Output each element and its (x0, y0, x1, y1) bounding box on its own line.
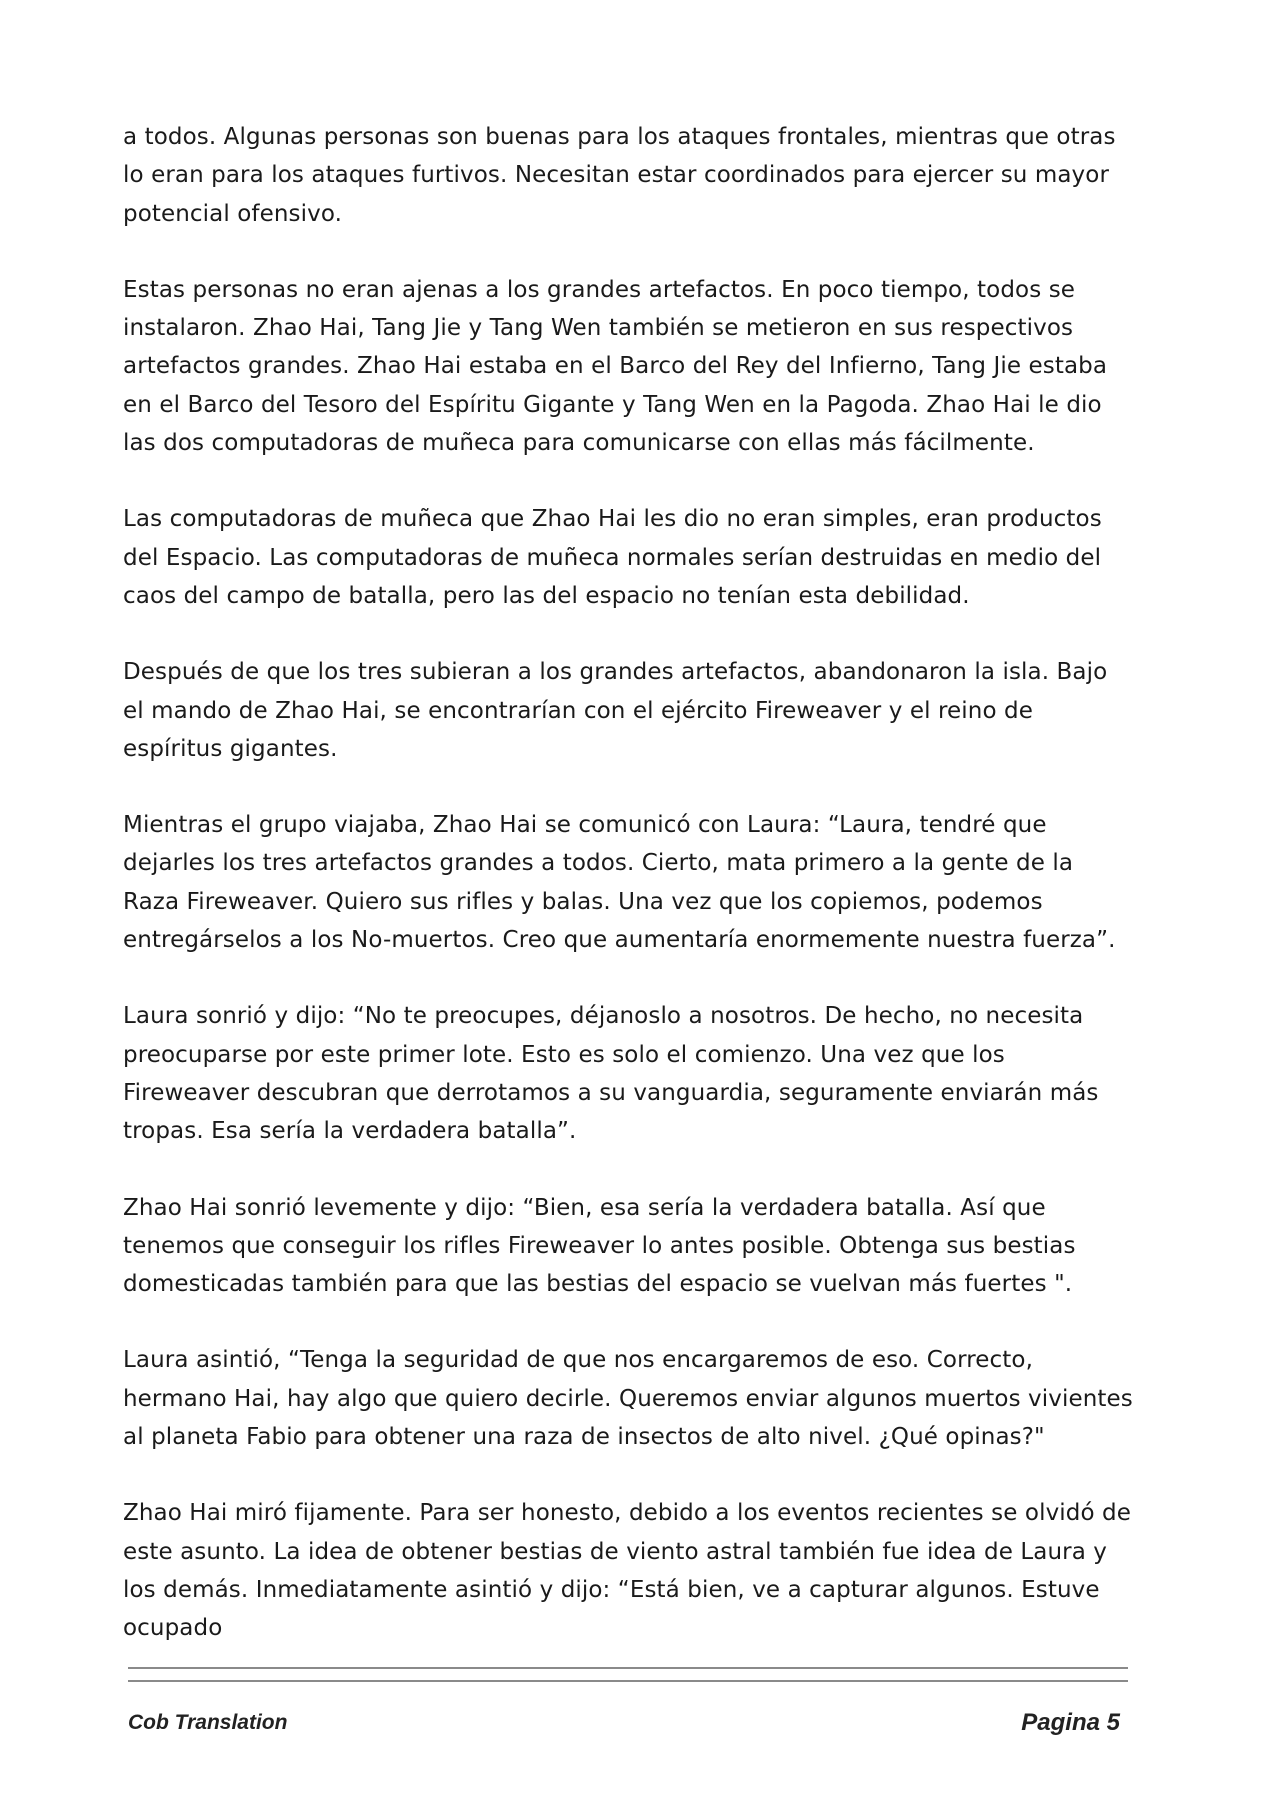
document-body (123, 118, 1133, 1686)
paragraph: Zhao Hai sonrió levemente y dijo: “Bien, esa sería la verdadera batalla. Así que tenemos que conseguir los rifles Fireweaver lo antes posible. Obtenga sus bestias domesticadas también para que las bestias del espacio se vuelvan más fuertes ". (123, 1194, 1076, 1298)
footer-translator-name: Cob Translation (128, 1711, 288, 1734)
footer-page-number: Pagina 5 (1021, 1709, 1120, 1736)
paragraph: Laura sonrió y dijo: “No te preocupes, déjanoslo a nosotros. De hecho, no necesita preocuparse por este primer lote. Esto es solo el comienzo. Una vez que los Fireweaver descubran que derrotamos a su vanguardia, seguramente enviarán más tropas. Esa sería la verdadera batalla”. (123, 1003, 1099, 1145)
paragraph: Zhao Hai miró fijamente. Para ser honesto, debido a los eventos recientes se olvidó de este asunto. La idea de obtener bestias de viento astral también fue idea de Laura y los demás. Inmediatamente asintió y dijo: “Está bien, ve a capturar algunos. Estuve ocupado (123, 1500, 1132, 1642)
footer-divider-bottom (128, 1680, 1128, 1682)
footer-divider-top (128, 1667, 1128, 1669)
paragraph: a todos. Algunas personas son buenas para los ataques frontales, mientras que otras lo eran para los ataques furtivos. Necesitan estar coordinados para ejercer su mayor potencial ofensivo. (123, 124, 1116, 227)
paragraph: Las computadoras de muñeca que Zhao Hai les dio no eran simples, eran productos del Espacio. Las computadoras de muñeca normales serían destruidas en medio del caos del campo de batalla, pero las del espacio no tenían esta debilidad. (123, 506, 1102, 609)
paragraph: Estas personas no eran ajenas a los grandes artefactos. En poco tiempo, todos se instalaron. Zhao Hai, Tang Jie y Tang Wen también se metieron en sus respectivos artefactos grandes. Zhao Hai estaba en el Barco del Rey del Infierno, Tang Jie estaba en el Barco del Tesoro del Espíritu Gigante y Tang Wen en la Pagoda. Zhao Hai le dio las dos computadoras de muñeca para comunicarse con ellas más fácilmente. (123, 276, 1108, 457)
paragraph: Después de que los tres subieran a los grandes artefactos, abandonaron la isla. Bajo el mando de Zhao Hai, se encontrarían con el ejército Fireweaver y el reino de espíritus gigantes. (123, 659, 1108, 762)
paragraph: Laura asintió, “Tenga la seguridad de que nos encargaremos de eso. Correcto, hermano Hai, hay algo que quiero decirle. Queremos enviar algunos muertos vivientes al planeta Fabio para obtener una raza de insectos de alto nivel. ¿Qué opinas?" (123, 1347, 1133, 1451)
paragraph: Mientras el grupo viajaba, Zhao Hai se comunicó con Laura: “Laura, tendré que dejarles los tres artefactos grandes a todos. Cierto, mata primero a la gente de la Raza Fireweaver. Quiero sus rifles y balas. Una vez que los copiemos, podemos entregárselos a los No-muertos. Creo que aumentaría enormemente nuestra fuerza”. (123, 812, 1116, 954)
